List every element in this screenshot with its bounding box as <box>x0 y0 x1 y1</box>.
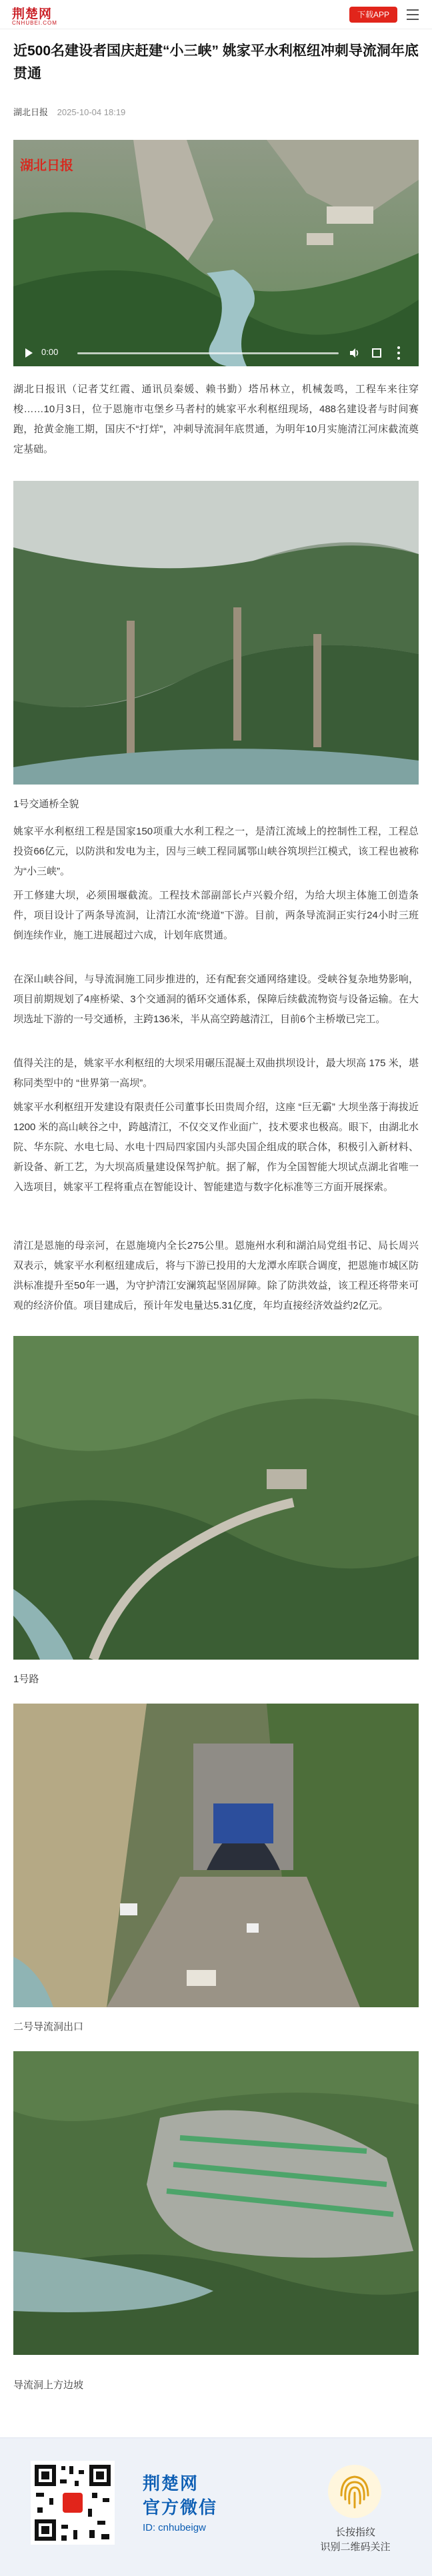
site-logo[interactable] <box>12 4 105 27</box>
footer-follow-banner <box>0 2437 432 2576</box>
qr-hint-line2: 识别二维码关注 <box>320 2541 391 2553</box>
video-frame <box>13 140 419 366</box>
menu-icon[interactable] <box>407 9 419 20</box>
article-paragraph: 开工修建大坝，必须围堰截流。工程技术部副部长卢兴毅介绍，为给大坝主体施工创造条件，项目设计了两条导流洞，让清江水流“绕道”下游。目前，两条导流洞正实行24小时三班倒连续作业，施工进展超过六成，计划年底贯通。 <box>13 890 419 941</box>
tunnel-exit-photo <box>13 1704 419 2007</box>
top-bar <box>0 0 432 29</box>
fullscreen-icon[interactable] <box>372 348 381 358</box>
article-image <box>13 481 419 785</box>
article-image <box>13 2051 419 2355</box>
wechat-id <box>143 2522 206 2533</box>
article-paragraph: 值得关注的是，姚家平水利枢纽的大坝采用碾压混凝土双曲拱坝设计，最大坝高 175 米，堪称同类型中的 “世界第一高坝”。 <box>13 1058 419 1089</box>
image-caption: 二号导流洞出口 <box>13 2021 84 2033</box>
video-time: 0:00 <box>41 347 59 357</box>
article-paragraph: 姚家平水利枢纽工程是国家150项重大水利工程之一，是清江流域上的控制性工程，工程总投资66亿元，以防洪和发电为主，因与三峡工程同属鄂山峡谷筑坝拦江模式，该工程也被称为“小三峡”。 <box>13 826 419 877</box>
image-caption: 1号交通桥全貌 <box>13 799 79 810</box>
download-app-button[interactable]: 下载APP <box>349 7 397 23</box>
bridge-construction-photo <box>13 481 419 785</box>
logo-subtext: CNHUBEI.COM <box>12 20 57 26</box>
image-caption: 导流洞上方边坡 <box>13 2380 84 2391</box>
tunnel-slope-photo <box>13 2051 419 2355</box>
volume-icon[interactable] <box>349 348 360 358</box>
wechat-id-value: cnhubeigw <box>158 2522 206 2533</box>
article-datetime: 2025-10-04 18:19 <box>57 107 126 117</box>
logo-text: 荆楚网 <box>12 7 53 21</box>
article-title: 近500名建设者国庆赶建“小三峡” 姚家平水利枢纽冲刺导流洞年底贯通 <box>13 43 419 81</box>
article-meta <box>13 105 125 118</box>
play-icon[interactable] <box>25 348 33 358</box>
video-progress-bar[interactable] <box>77 352 339 354</box>
fingerprint-icon <box>327 2463 383 2519</box>
road-photo <box>13 1336 419 1660</box>
video-watermark: 湖北日报 <box>20 157 73 173</box>
article-source: 湖北日报 <box>13 107 49 117</box>
article-paragraph: 清江是恩施的母亲河，在恩施境内全长275公里。恩施州水利和湖泊局党组书记、局长周兴双表示，姚家平水利枢纽建成后，将与下游已投用的大龙潭水库联合调度，把恩施市城区防洪标准提升至50年一遇，为守护清江安澜筑起坚固屏障。除了防洪效益，该工程还将带来可观的经济价值。项目建成后，预计年发电量达5.31亿度，年均直接经济效益约2亿元。 <box>13 1240 419 1311</box>
brand-channel: 官方微信 <box>143 2497 218 2517</box>
qr-hint-line1: 长按指纹 <box>335 2527 375 2538</box>
article-paragraph: 湖北日报讯（记者艾红霞、通讯员秦媛、赖书勤）塔吊林立，机械轰鸣，工程车来往穿梭……10月3日，位于恩施市屯堡乡马者村的姚家平水利枢纽现场，488名建设者与时间赛跑，抢黄金施工期，国庆不“打烊”，冲刺导流洞年底贯通，为明年10月实施清江河床截流奠定基础。 <box>13 384 419 455</box>
more-options-icon[interactable] <box>397 346 400 360</box>
image-caption: 1号路 <box>13 1674 39 1685</box>
video-controls <box>13 340 419 366</box>
article-video[interactable] <box>13 140 419 366</box>
article-paragraph: 姚家平水利枢纽开发建设有限责任公司董事长田贵周介绍，这座 “巨无霸” 大坝坐落于海拔近 1200 米的高山峡谷之中，跨越清江，不仅交叉作业面广，技术要求也极高。眼下，由湖北水院、华东院、水电七局、水电十四局四家国内头部央国企组成的联合体，积极引入新材料、新设备、新工艺，为大坝高质量建设保驾护航。据了解，作为全国智能大坝试点湖北省唯一入选项目，姚家平工程将重点在智能设计、智能建造与数字化标准等三方面开展探索。 <box>13 1102 419 1193</box>
article-image <box>13 1704 419 2007</box>
brand-name: 荆楚网 <box>143 2473 199 2493</box>
article-paragraph: 在深山峡谷间，与导流洞施工同步推进的，还有配套交通网络建设。受峡谷复杂地势影响，项目前期规划了4座桥梁、3个交通洞的循环交通体系，保障后续截流物资与设备运输。在大坝选址下游的一号交通桥，主跨136米，半从高空跨越清江，目前6个主桥墩已完工。 <box>13 974 419 1025</box>
article-image <box>13 1336 419 1660</box>
wechat-qr-code[interactable] <box>31 2461 115 2545</box>
wechat-id-label: ID: <box>143 2522 156 2533</box>
